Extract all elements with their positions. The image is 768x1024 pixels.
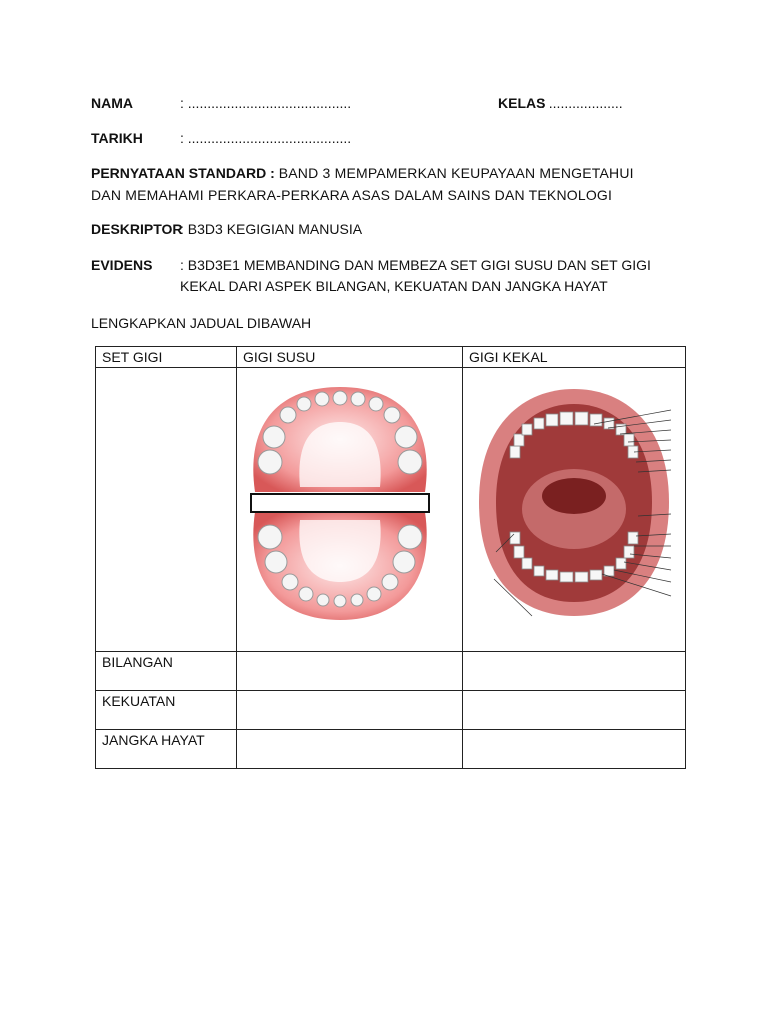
table-header-row — [96, 347, 686, 368]
table-row — [96, 652, 686, 691]
answer-jangka-hayat-kekal[interactable] — [463, 730, 686, 769]
standard-label: PERNYATAAN STANDARD : — [91, 165, 275, 181]
table-row — [96, 730, 686, 769]
row-label-bilangan: BILANGAN — [96, 652, 237, 691]
header-gigi-kekal: GIGI KEKAL — [463, 347, 686, 368]
evidens-line1: : B3D3E1 MEMBANDING DAN MEMBEZA SET GIGI SUSU DAN SET GIGI — [180, 257, 651, 273]
answer-jangka-hayat-susu[interactable] — [237, 730, 463, 769]
milk-teeth-illustration — [240, 382, 440, 624]
instruction: LENGKAPKAN JADUAL DIBAWAH — [91, 315, 312, 331]
kelas-label: KELAS — [498, 95, 546, 111]
tarikh-label: TARIKH — [91, 130, 143, 146]
header-gigi-susu: GIGI SUSU — [237, 347, 463, 368]
row-label-jangka-hayat: JANGKA HAYAT — [96, 730, 237, 769]
descriptor-value: : B3D3 KEGIGIAN MANUSIA — [180, 221, 363, 237]
standard-line2: DAN MEMAHAMI PERKARA-PERKARA ASAS DALAM SAINS DAN TEKNOLOGI — [91, 187, 613, 203]
evidens-label: EVIDENS — [91, 257, 153, 273]
header-set-gigi: SET GIGI — [96, 347, 237, 368]
answer-bilangan-susu[interactable] — [237, 652, 463, 691]
standard-line1: BAND 3 MEMPAMERKAN KEUPAYAAN MENGETAHUI — [278, 165, 634, 181]
table-row — [96, 691, 686, 730]
tarikh-field[interactable]: : .......................................... — [180, 130, 352, 146]
label-box — [251, 494, 429, 512]
standard-block — [91, 162, 634, 184]
evidens-line2: KEKAL DARI ASPEK BILANGAN, KEKUATAN DAN JANGKA HAYAT — [180, 278, 608, 294]
nama-label: NAMA — [91, 95, 133, 111]
answer-kekuatan-kekal[interactable] — [463, 691, 686, 730]
kelas-field[interactable]: : ................... — [541, 95, 623, 111]
answer-bilangan-kekal[interactable] — [463, 652, 686, 691]
cell-empty — [96, 368, 237, 652]
answer-kekuatan-susu[interactable] — [237, 691, 463, 730]
permanent-teeth-illustration — [474, 384, 674, 620]
descriptor-label: DESKRIPTOR — [91, 221, 183, 237]
row-label-kekuatan: KEKUATAN — [96, 691, 237, 730]
nama-field[interactable]: : .......................................... — [180, 95, 352, 111]
